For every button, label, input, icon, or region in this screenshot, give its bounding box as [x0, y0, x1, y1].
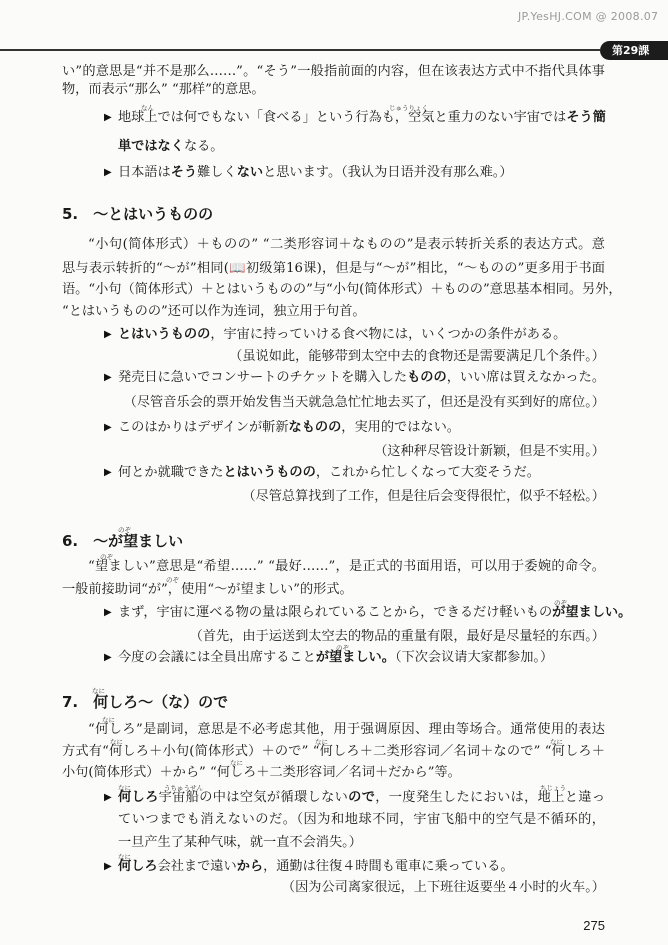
furigana-reading: なん: [141, 104, 154, 112]
emphasized-text: 5. ～とはいうものの: [62, 205, 214, 223]
emphasized-text: ものの: [407, 370, 447, 385]
text-segment: 语。“小句（简体形式）＋とはいうものの”与“小句(简体形式）＋ものの”意思基本相同。另外，: [62, 282, 622, 297]
text-segment: 方式有“何しろ＋小句(简体形式）＋ので” “何しろ＋二类形容词／名词＋なので” “何しろ＋: [62, 744, 605, 759]
furigana-reading: なに: [110, 738, 123, 746]
section-heading: [62, 533, 183, 550]
text-line: [88, 723, 605, 737]
text-line: [62, 83, 265, 97]
text-segment: ，通勤は往復４時間も電車に乗っている。: [263, 859, 514, 874]
translation-line: [190, 630, 605, 644]
translation-line: [229, 350, 605, 364]
emphasized-text: から: [236, 859, 264, 874]
furigana-reading: なに: [230, 759, 243, 767]
bullet-arrow-icon: ▶: [104, 792, 112, 803]
example-sentence: [118, 860, 514, 874]
text-line: [62, 745, 605, 759]
furigana-reading: なに: [315, 738, 328, 746]
text-segment: “何しろ”是副词，意思是不必考虑其他，用于强调原因、理由等场合。通常使用的表达: [88, 722, 605, 737]
emphasized-text: が望ましい。: [552, 605, 632, 620]
translation-line: [242, 490, 605, 504]
bullet-arrow-icon: ▶: [104, 607, 112, 618]
bullet-arrow-icon: ▶: [104, 372, 112, 383]
text-segment: ていつまでも消えないのだ。（因为和地球不同，宇宙飞船中的空气是不循环的，: [118, 812, 605, 827]
text-segment: （下次会议请大家都参加。）: [394, 650, 554, 665]
header-rule: [0, 49, 600, 51]
example-sentence: [118, 791, 605, 805]
emphasized-text: なものの: [288, 420, 342, 435]
text-segment: 会社まで遠い: [157, 859, 237, 874]
bullet-arrow-icon: ▶: [104, 422, 112, 433]
text-line: [118, 836, 362, 850]
example-sentence: [118, 605, 632, 620]
bullet-arrow-icon: ▶: [104, 329, 112, 340]
emphasized-text: が望ましい。: [315, 650, 395, 665]
text-segment: ，いい席は買えなかった。: [446, 370, 606, 385]
text-segment: “とはいうものの”还可以作为连词，独立用于句首。: [62, 304, 366, 319]
emphasized-text: 何しろ: [118, 859, 158, 874]
text-line: [88, 238, 605, 252]
emphasized-text: 何しろ: [118, 790, 159, 805]
example-sentence: [118, 328, 566, 342]
text-segment: い”的意思是“并不是那么……”。“そう”一般指前面的内容，但在该表达方式中不指代具体事: [62, 64, 605, 79]
emphasized-text: そう: [170, 165, 198, 180]
text-line: [62, 65, 605, 79]
text-segment: と思います。（我认为日语并没有那么难。）: [263, 165, 513, 180]
text-line: [62, 766, 461, 780]
emphasized-text: 7. 何しろ～（な）ので: [62, 693, 229, 711]
text-segment: まず，宇宙に運べる物の量は限られていることから，できるだけ軽いもの: [118, 605, 553, 620]
watermark: JP.YesHJ.COM @ 2008.07: [518, 10, 659, 23]
text-segment: 発売日に急いでコンサートのチケットを購入した: [118, 370, 408, 385]
example-sentence: [118, 166, 513, 180]
text-segment: （首先，由于运送到太空去的物品的重量有限，最好是尽量轻的东西。）: [189, 629, 605, 644]
text-line: [62, 282, 622, 297]
furigana-reading: のぞ: [336, 644, 349, 652]
text-segment: ，宇宙に持っていける食べ物には，いくつかの条件がある。: [210, 327, 567, 342]
furigana-reading: のぞ: [118, 526, 131, 534]
text-segment: 今度の会議には全員出席すること: [118, 650, 316, 665]
emphasized-text: 単ではなく: [118, 139, 184, 154]
text-segment: “小句(简体形式）＋ものの” “二类形容词＋なものの”是表示转折关系的表达方式。意: [88, 237, 605, 252]
example-sentence: [118, 421, 460, 435]
translation-line: [124, 396, 605, 410]
bullet-arrow-icon: ▶: [104, 467, 112, 478]
furigana-reading: のぞ: [166, 576, 179, 584]
text-segment: このはかりはデザインが斬新: [118, 420, 289, 435]
text-line: [118, 813, 605, 827]
furigana-reading: なに: [102, 716, 115, 724]
text-line: [88, 560, 605, 574]
text-line: [118, 140, 224, 154]
emphasized-text: とはいうものの: [223, 465, 316, 480]
translation-line: [374, 445, 605, 459]
example-sentence: [118, 371, 605, 385]
text-segment: 一旦产生了某种气味，就一直不会消失。）: [118, 835, 362, 850]
bullet-arrow-icon: ▶: [104, 112, 112, 123]
text-segment: （虽说如此，能够带到太空中去的食物还是需要满足几个条件。）: [229, 349, 605, 364]
furigana-reading: なに: [550, 738, 563, 746]
text-segment: 難しく: [197, 165, 237, 180]
bullet-arrow-icon: ▶: [104, 652, 112, 663]
furigana-reading: なに: [118, 853, 131, 861]
text-segment: （尽管总算找到了工作，但是往后会变得很忙，似乎不轻松。）: [242, 489, 605, 504]
bullet-arrow-icon: ▶: [104, 861, 112, 872]
text-segment: （因为公司离家很远，上下班往返要坐４小时的火车。）: [281, 880, 605, 895]
furigana-reading: うちゅうせん: [164, 784, 203, 792]
text-segment: ，一度発生したにおいは，地上と違っ: [375, 790, 606, 805]
emphasized-text: とはいうものの: [118, 327, 211, 342]
text-segment: 物，而表示“那么” “那样”的意思。: [62, 82, 265, 97]
example-sentence: [118, 651, 553, 665]
text-line: [62, 262, 605, 276]
section-heading: [62, 206, 213, 223]
text-segment: ，これから忙しくなって大変そうだ。: [315, 465, 540, 480]
furigana-reading: じゅうりょく: [389, 104, 428, 112]
text-segment: “望ましい”意思是“希望……” “最好……”，是正式的书面用语，可以用于委婉的命令。: [88, 559, 605, 574]
text-segment: 小句(简体形式）＋から” “何しろ＋二类形容词／名词＋だから”等。: [62, 765, 461, 780]
page-number: 275: [583, 918, 605, 933]
furigana-reading: のぞ: [554, 599, 567, 607]
lesson-tab: 第29課: [600, 41, 668, 60]
text-segment: （尽管音乐会的票开始发售当天就急急忙忙地去买了，但还是没有买到好的席位。）: [123, 395, 605, 410]
example-sentence: [118, 466, 540, 480]
furigana-reading: ちじょう: [540, 784, 566, 792]
text-segment: 日本語は: [118, 165, 171, 180]
emphasized-text: そう簡: [566, 110, 606, 125]
translation-line: [282, 881, 605, 895]
text-segment: 何とか就職できた: [118, 465, 224, 480]
emphasized-text: ので: [348, 790, 376, 805]
section-heading: [62, 694, 228, 711]
furigana-reading: のぞ: [100, 553, 113, 561]
furigana-reading: なに: [118, 784, 131, 792]
text-line: [62, 583, 353, 597]
emphasized-text: ない: [236, 165, 264, 180]
emphasized-text: 6. ～が望ましい: [62, 532, 184, 550]
furigana-reading: なに: [92, 687, 105, 695]
text-segment: （这种秤尽管设计新颖，但是不实用。）: [374, 444, 605, 459]
text-segment: なる。: [183, 139, 224, 154]
text-line: [62, 305, 366, 319]
text-segment: 思与表示转折的“～が”相同(📖初级第16课)，但是与“～が”相比，“～ものの”更多用于书面: [62, 261, 605, 276]
text-segment: 地球上では何でもない「食べる」という行為も，空気と重力のない宇宙では: [118, 110, 567, 125]
example-sentence: [118, 111, 605, 125]
text-segment: ，実用的ではない。: [341, 420, 460, 435]
text-segment: 一般前接助词“が”，使用“～が望ましい”的形式。: [62, 582, 353, 597]
bullet-arrow-icon: ▶: [104, 167, 112, 178]
text-segment: 宇宙船の中は空気が循環しない: [158, 790, 349, 805]
